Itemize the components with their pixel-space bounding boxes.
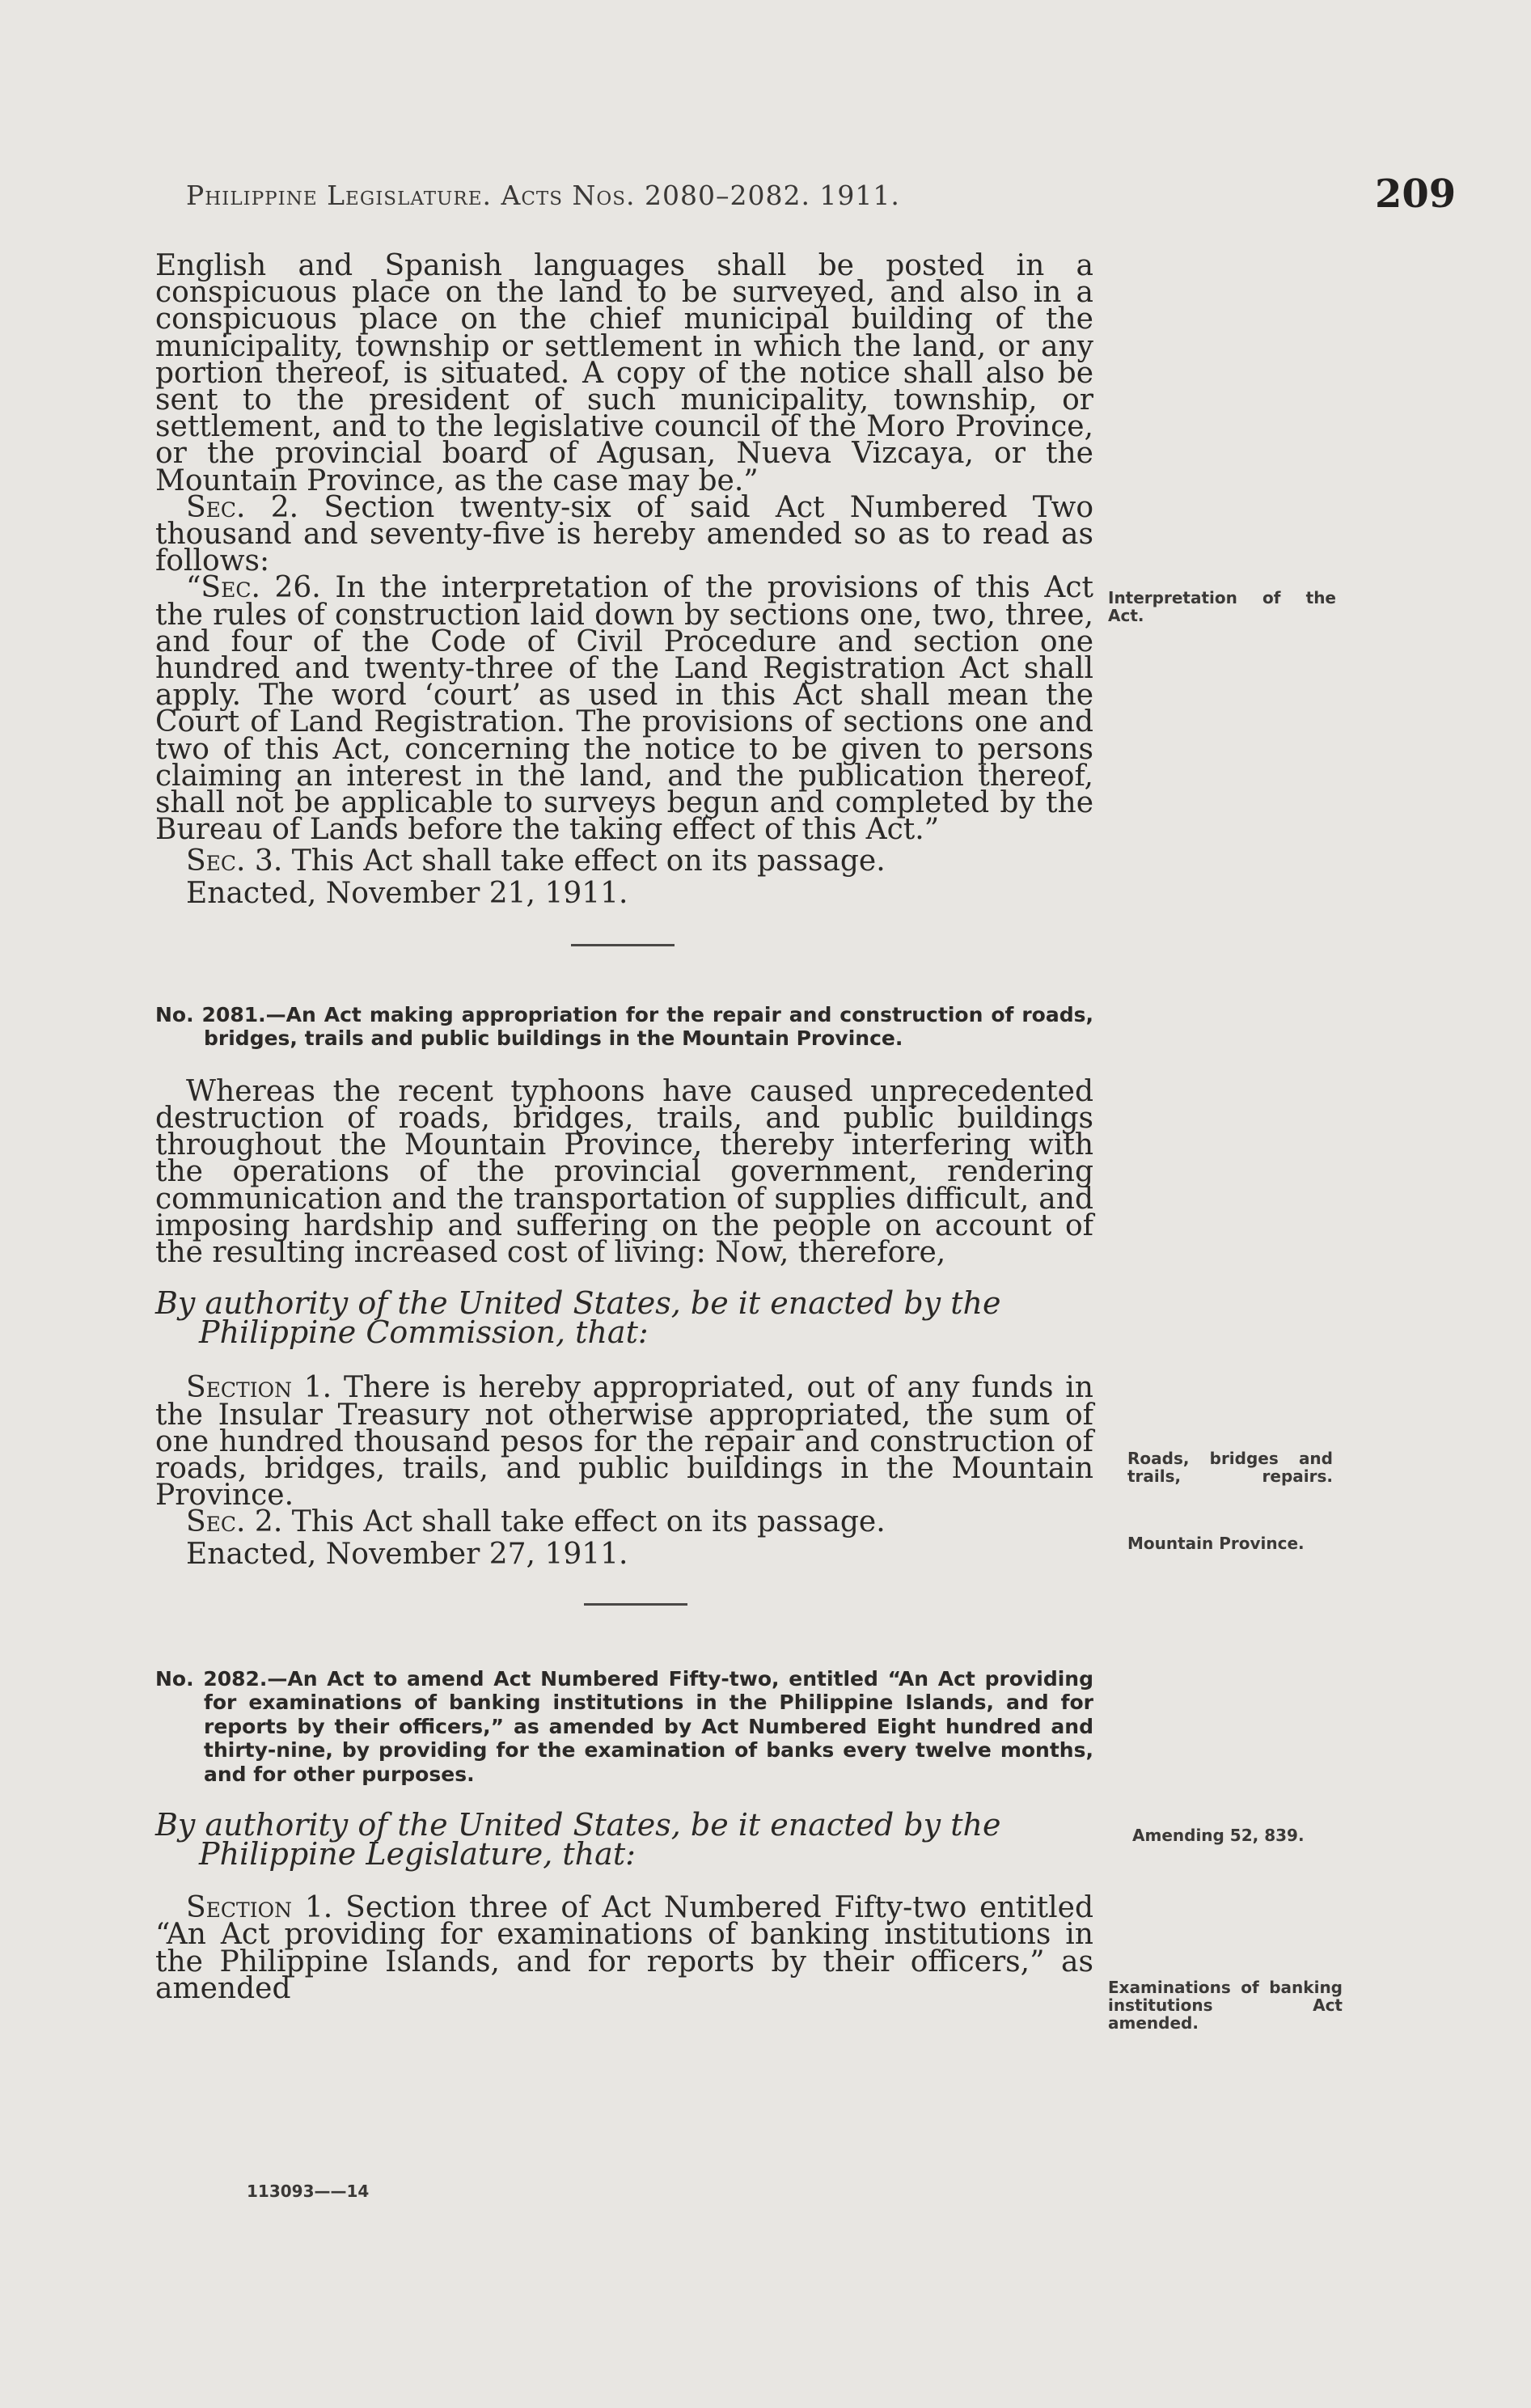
signature-mark: 113093——14 xyxy=(247,2182,370,2201)
section-text: Section three of Act Numbered Fifty-two entitled “An Act providing for examinations of banking institutions in the Philippine Islands, and for reports by their officers,” as amended xyxy=(155,1891,1093,2005)
section-text: This Act shall take effect on its passage. xyxy=(282,844,886,878)
section-text: Section twenty-six of said Act Numbered Two thousand and seventy-five is hereby amended so as to read as follows: xyxy=(155,490,1093,578)
running-head: Philippine Legislature. Acts Nos. 2080–2082. 1911. xyxy=(186,180,900,211)
act-2081-enacted-date: Enacted, November 27, 1911. xyxy=(186,1537,628,1571)
section-lead: Section 1. xyxy=(186,1891,333,1925)
marginal-note-amending: Amending 52, 839. xyxy=(1132,1826,1305,1845)
marginal-note-examinations: Examinations of banking institutions Act amended. xyxy=(1108,1978,1343,2033)
act-2082-section-1 xyxy=(155,1891,1093,2005)
section-lead: Section 1. xyxy=(186,1371,332,1405)
section-26-paragraph xyxy=(155,571,1093,847)
section-text: There is hereby appropriated, out of any funds in the Insular Treasury not otherwise appropriated, the sum of one hundred thousand pesos for the repair and construction of roads, bridges, trails, and public buildings in the Mountain Province. xyxy=(155,1371,1093,1513)
marginal-note-interpretation: Interpretation of the Act. xyxy=(1108,588,1336,625)
section-3-paragraph xyxy=(155,844,1093,878)
section-text: This Act shall take effect on its passage. xyxy=(282,1505,886,1539)
section-text: In the interpretation of the provisions of this Act the rules of construction laid down by sections one, two, three, and four of the Code of Civil Procedure and section one hundred and twenty-three of the Land Registration Act shall apply. The word ‘court’ as used in this Act shall mean the Court of Land Registration. The provisions of sections one and two of this Act, concerning the notice to be given to persons claiming an interest in the land, and the publication thereof, shall not be applicable to surveys begun and completed by the Bureau of Lands before the taking effect of this Act.” xyxy=(155,571,1093,847)
act-2081-enacting-clause: By authority of the United States, be it enacted by the Philippine Commission, that: xyxy=(155,1285,1001,1351)
act-2081-title: No. 2081.—An Act making appropriation for the repair and construction of roads, bridges, trails and public buildings in the Mountain Province. xyxy=(155,1002,1093,1051)
page-number: 209 xyxy=(1375,171,1457,217)
act-2081-section-1 xyxy=(155,1371,1093,1513)
section-lead: Sec. 2. xyxy=(186,1505,283,1539)
section-lead: Sec. 2. xyxy=(186,490,299,524)
section-lead: “Sec. 26. xyxy=(186,571,321,605)
act-2081-whereas: Whereas the recent typhoons have caused unprecedented destruction of roads, bridges, trails, and public buildings throughout the Mountain Province, thereby interfering with the operations of the provincial government, rendering communication and the transportation of supplies difficult, and imposing hardship and suffering on the people on account of the resulting increased cost of living: Now, therefore, xyxy=(155,1074,1093,1270)
act-2082-enacting-clause: By authority of the United States, be it enacted by the Philippine Legislature, that: xyxy=(155,1807,1001,1873)
main-text xyxy=(155,249,1093,2005)
section-lead: Sec. 3. xyxy=(186,844,283,878)
section-2-paragraph xyxy=(155,490,1093,578)
act-2082-title: No. 2082.—An Act to amend Act Numbered Fifty-two, entitled “An Act providing for examinations of banking institutions in the Philippine Islands, and for reports by their officers,” as amended by Act Numbered Eight hundred and thirty-nine, by providing for the examination of banks every twelve months, and for other purposes. xyxy=(155,1666,1093,1786)
marginal-note-mountain-province: Mountain Province. xyxy=(1127,1534,1305,1553)
marginal-note-roads: Roads, bridges and trails, repairs. xyxy=(1127,1449,1333,1486)
act-2081-section-2 xyxy=(155,1505,1093,1539)
continuation-paragraph: English and Spanish languages shall be posted in a conspicuous place on the land to be surveyed, and also in a conspicuous place on the chief municipal building of the municipality, township or settlement in which the land, or any portion thereof, is situated. A copy of the notice shall also be sent to the president of such municipality, township, or settlement, and to the legislative council of the Moro Province, or the provincial board of Agusan, Nueva Vizcaya, or the Mountain Province, as the case may be.” xyxy=(155,249,1093,497)
enacted-date: Enacted, November 21, 1911. xyxy=(186,876,628,910)
